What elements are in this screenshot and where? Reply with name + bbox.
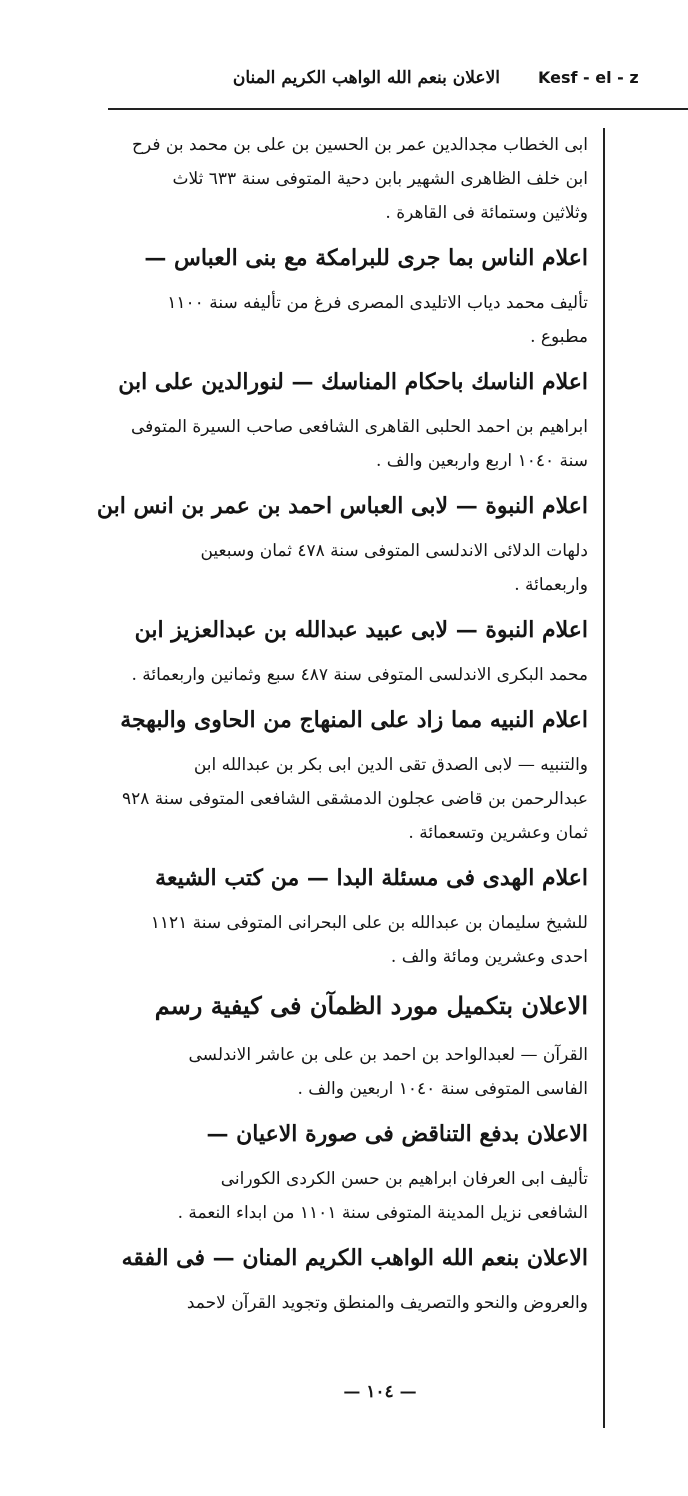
page-number: — ١٠٤ — [343, 1382, 417, 1402]
entry-heading: الاعلان بدفع التناقض فى صورة الاعيان — [206, 1121, 588, 1147]
entry-heading: اعلام الناس بما جرى للبرامكة مع بنى العباس — [144, 245, 588, 271]
text-line: تأليف محمد دياب الاتليدى المصرى فرغ من تأليفه سنة ١١٠٠ [167, 293, 588, 313]
text-line: تأليف ابى العرفان ابراهيم بن حسن الكردى الكورانى [220, 1169, 588, 1189]
entry-heading: اعلام الهدى فى مسئلة البدا — من كتب الشيعة [155, 865, 588, 891]
text-line: القرآن — لعبدالواحد بن احمد بن على بن عاشر الاندلسى [188, 1045, 588, 1065]
header-divider [108, 108, 688, 110]
entry-heading: اعلام النبيه مما زاد على المنهاج من الحاوى والبهجة [120, 707, 588, 733]
text-line: احدى وعشرين ومائة والف . [390, 947, 588, 967]
text-line: محمد البكرى الاندلسى المتوفى سنة ٤٨٧ سبع وثمانين واربعمائة . [131, 665, 588, 685]
page-body [96, 128, 588, 1320]
text-line: وثلاثين وستمائة فى القاهرة . [385, 203, 588, 223]
text-line: ابراهيم بن احمد الحلبى القاهرى الشافعى صاحب السيرة المتوفى [131, 417, 588, 437]
entry-heading: الاعلان بنعم الله الواهب الكريم المنان — فى الفقه [121, 1245, 588, 1271]
text-line: ابن خلف الظاهرى الشهير بابن دحية المتوفى سنة ٦٣٣ ثلاث [172, 169, 588, 189]
text-line: سنة ١٠٤٠ اربع واربعين والف . [375, 451, 588, 471]
text-line: والتنبيه — لابى الصدق تقى الدين ابى بكر بن عبدالله ابن [193, 755, 588, 775]
text-line: الفاسى المتوفى سنة ١٠٤٠ اربعين والف . [297, 1079, 588, 1099]
text-line: للشيخ سليمان بن عبدالله بن على البحرانى المتوفى سنة ١١٢١ [150, 913, 588, 933]
text-line: واربعمائة . [514, 575, 588, 595]
entry-heading: اعلام النبوة — لابى العباس احمد بن عمر بن انس ابن [96, 493, 588, 519]
text-line: والعروض والنحو والتصريف والمنطق وتجويد القرآن لاحمد [186, 1293, 588, 1313]
text-line: الشافعى نزيل المدينة المتوفى سنة ١١٠١ من ابداء النعمة . [177, 1203, 588, 1223]
text-line: ابى الخطاب مجدالدين عمر بن الحسين بن على بن محمد بن فرح [132, 135, 588, 155]
text-line: ثمان وعشرين وتسعمائة . [408, 823, 588, 843]
margin-divider [603, 128, 605, 1428]
text-line: دلهات الدلائى الاندلسى المتوفى سنة ٤٧٨ ثمان وسبعين [200, 541, 588, 561]
entry-heading: اعلام الناسك باحكام المناسك — لنورالدين على ابن [118, 369, 588, 395]
text-line: مطبوع . [530, 327, 588, 347]
entry-heading: الاعلان بتكميل مورد الظمآن فى كيفية رسم [154, 991, 588, 1020]
text-line: عبدالرحمن بن قاضى عجلون الدمشقى الشافعى المتوفى سنة ٩٢٨ [121, 789, 588, 809]
page-header [108, 62, 688, 102]
entry-heading: اعلام النبوة — لابى عبيد عبدالله بن عبدالعزيز ابن [134, 617, 588, 643]
running-title: الاعلان بنعم الله الواهب الكريم المنان [232, 68, 500, 88]
running-head-latin: Kesf - el - z [538, 68, 639, 87]
